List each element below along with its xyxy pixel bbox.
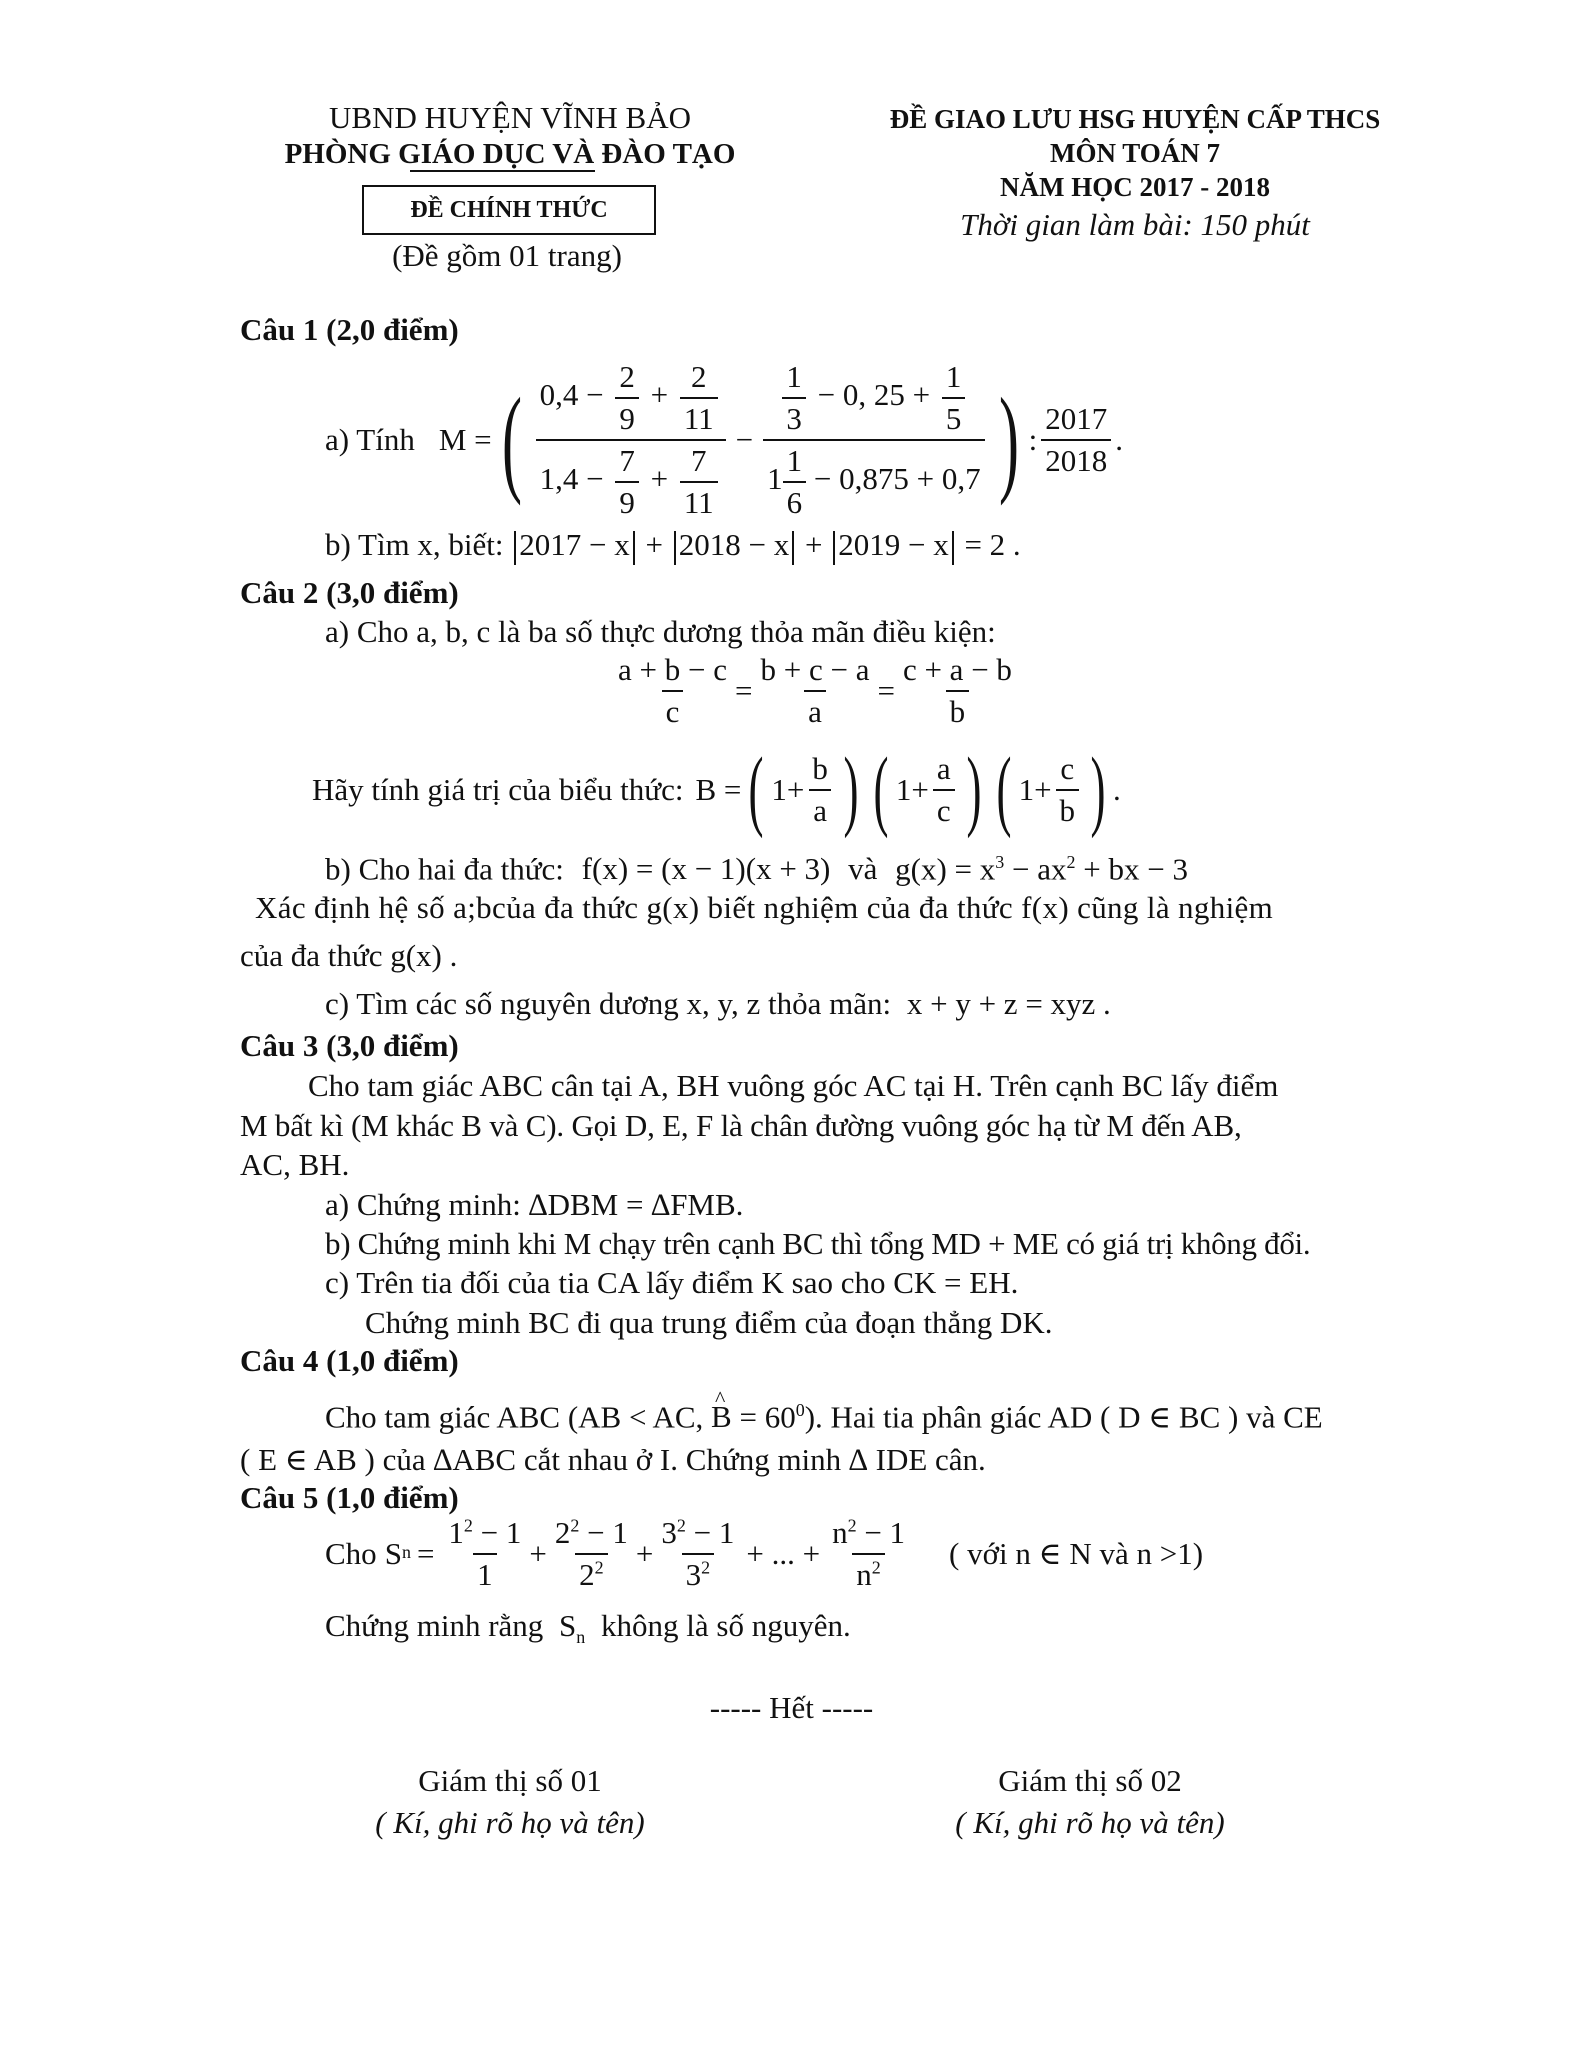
q3-line2: M bất kì (M khác B và C). Gọi D, E, F là chân đường vuông góc hạ từ M đến AB, [240, 1108, 1242, 1143]
f3-den: 2018 [1041, 439, 1111, 479]
fraction-2017-2018 [1041, 401, 1111, 479]
f2d-frac-num: 1 [786, 443, 803, 478]
q2a-condition [610, 652, 1020, 730]
q1a-expression [325, 350, 1123, 530]
q1a-end: . [1115, 422, 1123, 457]
q2b-label: b) Cho hai đa thức: [325, 851, 564, 887]
q4-line1 [325, 1390, 1323, 1437]
supervisor-1-note: ( Kí, ghi rõ họ và tên) [375, 1805, 645, 1840]
q1a-label: a) Tính [325, 422, 415, 457]
supervisor-2: Giám thị số 02 [998, 1763, 1182, 1798]
f2n-b-num: 1 [945, 359, 962, 394]
q2b-line2: Xác định hệ số a;bcủa đa thức g(x) biết nghiệm của đa thức f(x) cũng là nghiệm [255, 890, 1274, 925]
end-mark: ----- Hết ----- [709, 1690, 874, 1725]
bf2-den: c [933, 789, 955, 829]
one-plus-1: 1+ [771, 772, 805, 807]
angle-b: ^ B [711, 1397, 732, 1437]
q1b-rhs: = 2 . [964, 527, 1021, 562]
big-fraction-1 [536, 359, 726, 521]
f2n-b-den: 5 [942, 397, 966, 437]
poly-f: f(x) = (x − 1)(x + 3) [581, 851, 831, 887]
bf3-num: c [1060, 751, 1075, 786]
school-year: NĂM HỌC 2017 - 2018 [1000, 172, 1270, 202]
supervisor-1: Giám thị số 01 [418, 1763, 602, 1798]
bf1-num: b [812, 751, 828, 786]
header-right [850, 102, 1420, 204]
left-big-paren: ( [501, 373, 522, 506]
q5-condition: ( với n ∈ N và n >1) [949, 1536, 1204, 1571]
q3a: a) Chứng minh: ∆DBM = ∆FMB. [325, 1187, 744, 1222]
t1-den: 1 [473, 1553, 497, 1593]
ask-text: Hãy tính giá trị của biểu thức: [312, 772, 684, 807]
q4-part-c: ). Hai tia phân giác AD ( D ∈ BC ) và CE [804, 1399, 1323, 1435]
f2n-a-den: 3 [782, 397, 806, 437]
f1d-b-num: 7 [690, 443, 707, 478]
and-word: và [848, 851, 878, 887]
big-fraction-2-den [763, 439, 984, 521]
f1n-plus: + [650, 377, 669, 413]
time-limit: Thời gian làm bài: 150 phút [960, 207, 1310, 242]
official-label: ĐỀ CHÍNH THỨC [410, 197, 608, 223]
q4-part-a: Cho tam giác ABC (AB < AC, [325, 1399, 704, 1435]
signature-left [330, 1760, 690, 1844]
cond-f2-den: a [804, 690, 826, 730]
q3-title: Câu 3 (3,0 điểm) [240, 1028, 459, 1063]
big-fraction-2 [763, 359, 984, 521]
q2c-eq: x + y + z = xyz . [906, 986, 1111, 1021]
q3c: c) Trên tia đối của tia CA lấy điểm K sao cho CK = EH. [325, 1265, 1019, 1300]
b-lhs: B = [695, 772, 742, 807]
supervisor-2-note: ( Kí, ghi rõ họ và tên) [955, 1805, 1225, 1840]
q4-line2: ( E ∈ AB ) của ∆ABC cắt nhau ở I. Chứng minh ∆ IDE cân. [240, 1442, 986, 1477]
s-symbol: S [384, 1536, 402, 1571]
q1b [325, 525, 1021, 565]
q3-line1: Cho tam giác ABC cân tại A, BH vuông góc AC tại H. Trên cạnh BC lấy điểm [308, 1068, 1279, 1103]
big-fraction-2-num [774, 359, 973, 439]
q1b-label: b) Tìm x, biết: [325, 527, 504, 562]
poly-g: g(x) = x [895, 851, 996, 887]
q3-line3: AC, BH. [240, 1147, 350, 1182]
eq-2: = [877, 673, 895, 708]
tn-den: n [856, 1557, 872, 1592]
district-name: UBND HUYỆN VĨNH BẢO [329, 100, 691, 135]
poly-g-part3: + bx − 3 [1075, 851, 1189, 887]
header-left [280, 100, 740, 172]
big-fraction-1-den [536, 439, 726, 521]
cond-f3-den: b [946, 690, 970, 730]
signature-right [900, 1760, 1280, 1844]
q5-title: Câu 5 (1,0 điểm) [240, 1480, 459, 1515]
department-text: PHÒNG GIÁO DỤC VÀ ĐÀO TẠO [284, 138, 736, 170]
dots: + ... + [746, 1536, 821, 1571]
m-lhs: M = [438, 422, 492, 457]
f3-num: 2017 [1045, 401, 1108, 436]
eq-1: = [734, 673, 753, 708]
f2n-rest: − 0, 25 + [817, 377, 931, 413]
cond-f3-num: c + a − b [902, 652, 1012, 687]
abs-term-2: 2018 − x [678, 527, 790, 562]
big-minus: − [735, 422, 754, 457]
q2c-text: c) Tìm các số nguyên dương x, y, z thỏa mãn: [325, 986, 892, 1021]
cond-f1-num: a + b − c [618, 652, 727, 687]
q4-part-b: = 60 [731, 1399, 796, 1435]
q2a-text: a) Cho a, b, c là ba số thực dương thỏa mãn điều kiện: [325, 614, 996, 649]
subject: MÔN TOÁN 7 [1049, 138, 1220, 168]
degree: 0 [795, 1400, 805, 1420]
prove-text-b: không là số nguyên. [601, 1608, 851, 1643]
f1n-b-num: 2 [690, 359, 707, 394]
f1n-b-den: 11 [680, 397, 718, 437]
f2n-a-num: 1 [786, 359, 802, 394]
q2c [325, 984, 1111, 1024]
poly-g-part2: − ax [1004, 851, 1067, 887]
f1d-plus: + [650, 461, 669, 497]
q1-title: Câu 1 (2,0 điểm) [240, 312, 459, 347]
t2-den: 2 [579, 1557, 595, 1592]
t1-num: 1 [448, 1515, 464, 1550]
f1d-b-den: 11 [680, 481, 718, 521]
q5-eq: = [416, 1536, 435, 1571]
f2d-int: 1 [767, 461, 783, 497]
f2d-rest: − 0,875 + 0,7 [813, 461, 981, 497]
q3b: b) Chứng minh khi M chạy trên cạnh BC thì tổng MD + ME có giá trị không đổi. [325, 1226, 1311, 1261]
cond-f2-num: b + c − a [760, 652, 870, 687]
f1d-a-num: 7 [619, 443, 635, 478]
pages-note: (Đề gồm 01 trang) [392, 238, 622, 273]
department-underline [410, 170, 595, 172]
big-fraction-1-num [536, 359, 726, 439]
bf1-den: a [809, 789, 831, 829]
official-box [362, 185, 656, 235]
q4-title: Câu 4 (1,0 điểm) [240, 1343, 459, 1378]
cond-f1-den: c [662, 690, 684, 730]
f1n-a-den: 9 [615, 397, 639, 437]
t2-num: 2 [554, 1515, 571, 1550]
bf3-den: b [1056, 789, 1080, 829]
one-plus-3: 1+ [1018, 772, 1052, 807]
q2-title: Câu 2 (3,0 điểm) [240, 575, 459, 610]
abs-term-1: 2017 − x [519, 527, 630, 562]
right-big-paren: ) [998, 373, 1019, 506]
plus-1: + [645, 527, 663, 562]
cho-word: Cho [325, 1536, 377, 1571]
s-symbol-2: S [559, 1608, 577, 1643]
f1-num-start: 0,4 − [539, 377, 604, 413]
f2d-frac-den: 6 [783, 481, 807, 521]
bf2-num: a [936, 751, 951, 786]
f1n-a-num: 2 [619, 359, 635, 394]
exam-title: ĐỀ GIAO LƯU HSG HUYỆN CẤP THCS [889, 104, 1381, 134]
q5-prove: Chứng minh rằng $S_n$ không là số nguyên. [325, 1608, 851, 1648]
q3c-2: Chứng minh BC đi qua trung điểm của đoạn thẳng DK. [365, 1305, 1053, 1340]
colon: : [1028, 422, 1038, 457]
f1-den-start: 1,4 − [539, 461, 604, 497]
abs-term-3: 2019 − x [838, 527, 949, 562]
q2a-ask: Hãy tính giá trị của biểu thức: B = ( 1+ $\frac{b}{a}$ ) ( 1+ $\frac{a}{c}$ ) ( 1+ $\frac{c}{b}$ ) . [312, 740, 1121, 839]
one-plus-2: 1+ [895, 772, 929, 807]
department-name [280, 136, 740, 172]
prove-text-a: Chứng minh rằng [325, 1608, 544, 1643]
q2b-line3: của đa thức g(x) . [240, 938, 458, 973]
f1d-a-den: 9 [615, 481, 639, 521]
q2b-line1: b) Cho hai đa thức: f(x) = (x − 1)(x + 3) và $g(x) = x^3 - ax^2$ + bx − 3 [325, 851, 1189, 887]
t3-num: 3 [661, 1515, 677, 1550]
q5-sum: Cho S n = $\frac{1^2 - 1}{1}$ + $\frac{2^2 - 1}{2^2}$ + $\frac{3^2 - 1}{3^2}$ + ... + $\frac{n^2 - 1}{n^2}$ ( với n ∈ N và n >1) [325, 1515, 1204, 1592]
tn-num: n [832, 1515, 848, 1550]
plus-2: + [804, 527, 823, 562]
t3-den: 3 [685, 1557, 702, 1592]
